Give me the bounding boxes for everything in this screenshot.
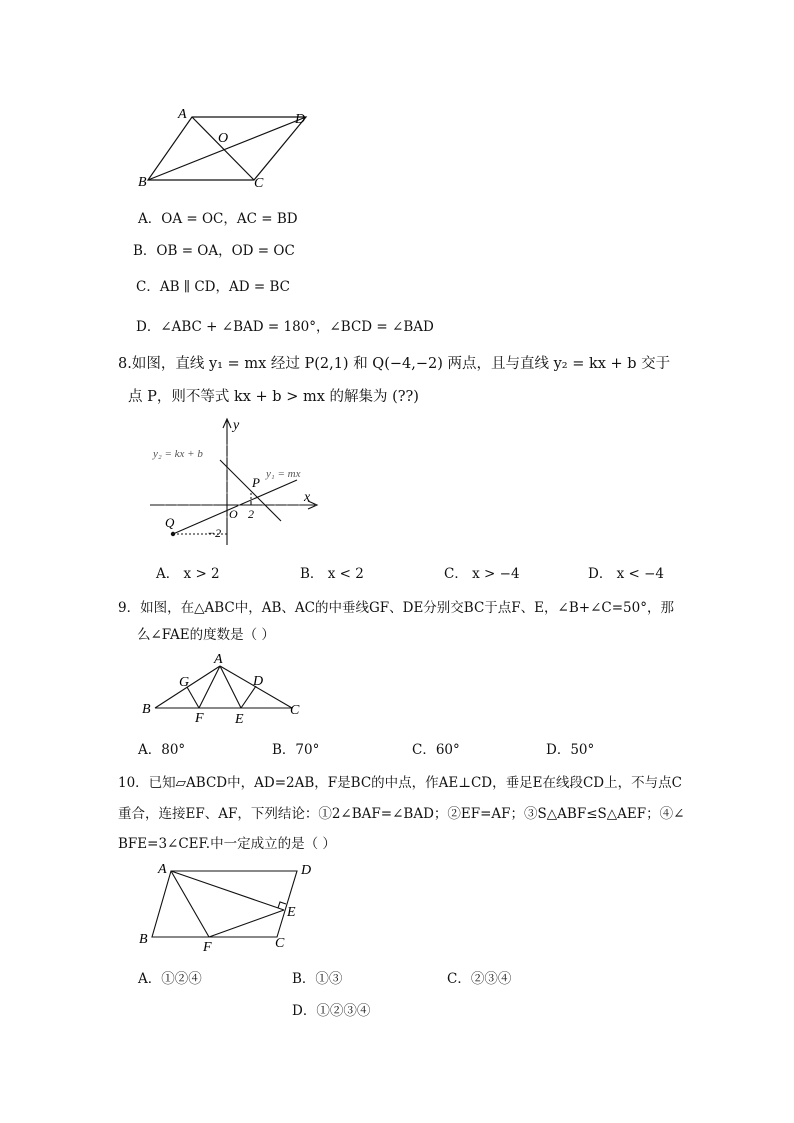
q10-stem-line1: 10．已知▱ABCD中，AD=2AB，F是BC的中点，作AE⊥CD，垂足E在线段CD上，不与点C: [118, 775, 682, 791]
bisector-de: [241, 686, 256, 708]
label-b: B: [138, 175, 147, 190]
label-c: C: [275, 936, 285, 951]
label-a: A: [214, 652, 223, 667]
q9-stem-line1: 9．如图，在△ABC中，AB、AC的中垂线GF、DE分别交BC于点F、E，∠B+∠C=50°，那: [118, 600, 674, 616]
segment-ae: [171, 871, 284, 910]
figure-triangle-q9: [135, 648, 310, 726]
figure-graph-q8: [145, 415, 330, 550]
right-angle-mark: [278, 902, 286, 908]
q8-option-d: D． x < −4: [588, 566, 665, 582]
tick-label-neg2: −2: [207, 526, 222, 540]
q7-option-a: A．OA = OC，AC = BD: [138, 211, 298, 227]
label-d: D: [253, 674, 264, 689]
label-f: F: [203, 940, 212, 955]
segment-af: [171, 871, 209, 937]
q9-stem-line2: 么∠FAE的度数是（ ）: [137, 627, 275, 643]
bisector-gf: [187, 687, 199, 708]
q8-option-a: A． x > 2: [156, 566, 220, 582]
point-q-label: Q: [165, 515, 175, 530]
figure-parallelogram-q7: [130, 100, 320, 195]
label-c: C: [290, 703, 300, 718]
q10-option-d: D．①②③④: [292, 1003, 371, 1019]
label-f: F: [195, 711, 204, 726]
label-a: A: [158, 862, 167, 877]
point-q: [171, 532, 175, 536]
diagonal-bd: [148, 117, 306, 180]
q8-option-b: B． x < 2: [300, 566, 364, 582]
q9-option-b: B．70°: [272, 742, 320, 758]
y-axis-label: y: [233, 418, 240, 433]
q7-option-c: C．AB ∥ CD，AD = BC: [136, 279, 290, 295]
q8-stem-line1: 8.如图，直线 y₁ = mx 经过 P(2,1) 和 Q(−4,−2) 两点，且与直线 y₂ = kx + b 交于: [118, 356, 671, 372]
q7-option-b: B．OB = OA，OD = OC: [133, 243, 295, 259]
label-e: E: [287, 905, 296, 920]
segment-ef: [209, 910, 284, 937]
origin-label: O: [229, 507, 238, 521]
q9-option-d: D．50°: [546, 742, 595, 758]
tick-label-2: 2: [248, 507, 254, 521]
label-o: O: [218, 131, 229, 146]
label-e: E: [235, 712, 244, 726]
q9-option-c: C．60°: [412, 742, 460, 758]
q10-stem-line2: 重合，连接EF、AF，下列结论：①2∠BAF=∠BAD；②EF=AF；③S△ABF≤S△AEF；④∠: [118, 806, 685, 822]
q8-option-c: C． x > −4: [444, 566, 520, 582]
label-b: B: [139, 932, 148, 947]
q9-option-a: A．80°: [138, 742, 186, 758]
label-d: D: [295, 112, 306, 127]
label-g: G: [179, 675, 190, 690]
label-a: A: [178, 107, 187, 122]
parallelogram-abcd: [152, 871, 297, 937]
point-p-label: P: [252, 475, 260, 490]
label-b: B: [142, 702, 151, 717]
y1-line-label: y₁ = mx: [266, 468, 301, 480]
q10-stem-line3: BFE=3∠CEF.中一定成立的是（ ）: [118, 836, 336, 852]
figure-parallelogram-q10: [130, 855, 320, 955]
label-c: C: [254, 176, 264, 191]
x-axis-label: x: [304, 490, 311, 505]
q10-option-b: B．①③: [292, 971, 343, 987]
q8-stem-line2: 点 P，则不等式 kx + b > mx 的解集为 (??): [128, 389, 419, 405]
q7-option-d: D．∠ABC + ∠BAD = 180°，∠BCD = ∠BAD: [136, 319, 434, 335]
q10-option-a: A．①②④: [138, 971, 202, 987]
q10-option-c: C．②③④: [447, 971, 512, 987]
label-d: D: [301, 863, 312, 878]
diagonal-ac: [192, 117, 254, 180]
y2-line-label: y₂ = kx + b: [153, 448, 203, 460]
